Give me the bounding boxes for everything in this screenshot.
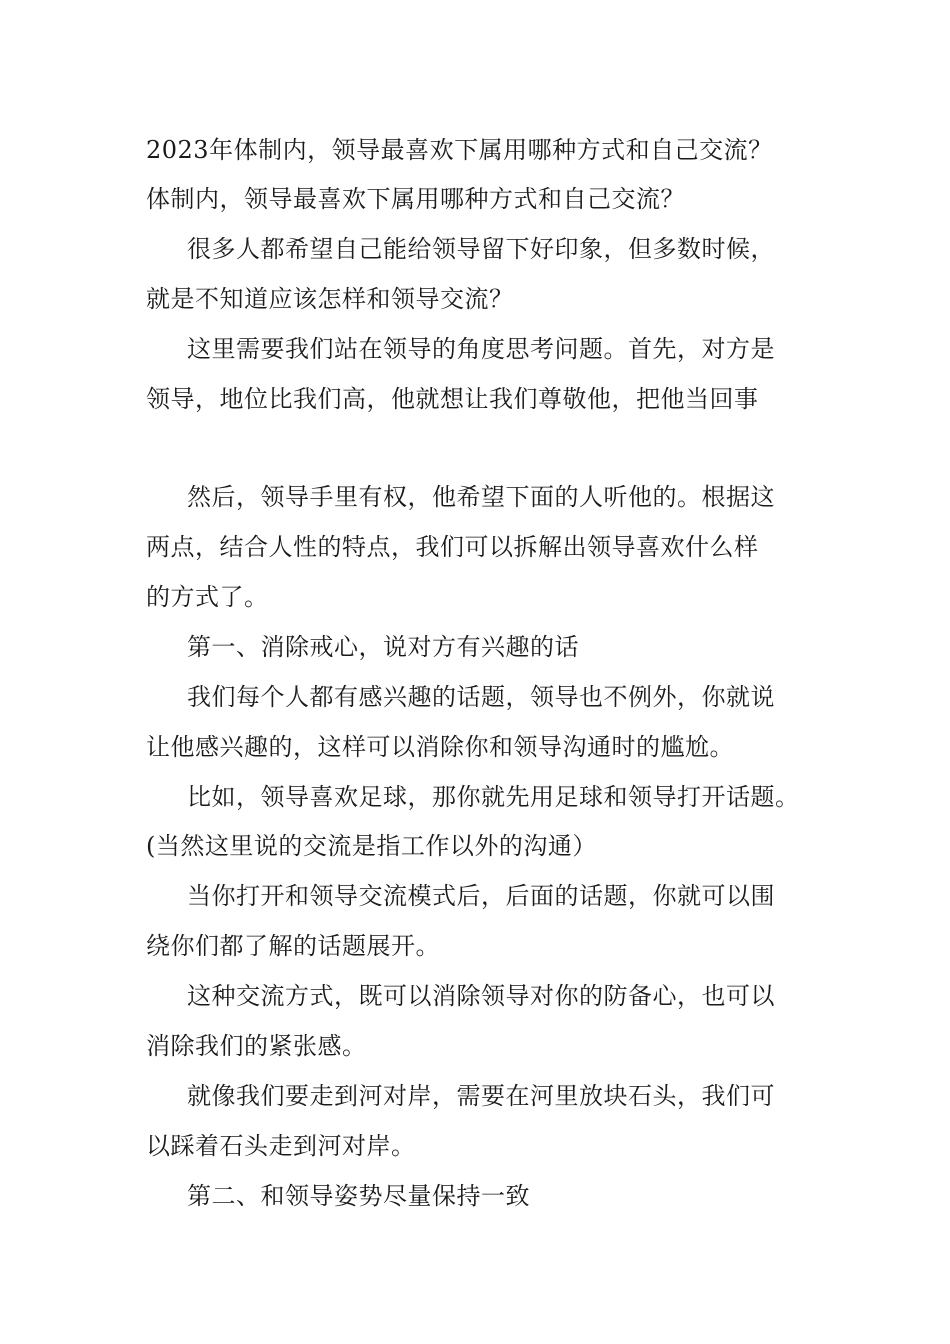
paragraph-line: 让他感兴趣的，这样可以消除你和领导沟通时的尴尬。 bbox=[146, 733, 734, 761]
document-title: 2023年体制内，领导最喜欢下属用哪种方式和自己交流？ bbox=[146, 136, 773, 164]
paragraph-line: 比如，领导喜欢足球，那你就先用足球和领导打开话题。 bbox=[187, 783, 800, 811]
paragraph-line: (当然这里说的交流是指工作以外的沟通） bbox=[146, 832, 597, 860]
paragraph-line: 就像我们要走到河对岸，需要在河里放块石头，我们可 bbox=[187, 1082, 775, 1110]
document-subtitle: 体制内，领导最喜欢下属用哪种方式和自己交流？ bbox=[146, 185, 685, 213]
paragraph-line: 很多人都希望自己能给领导留下好印象，但多数时候， bbox=[187, 235, 775, 263]
paragraph-line: 就是不知道应该怎样和领导交流？ bbox=[146, 285, 514, 313]
paragraph-line: 消除我们的紧张感。 bbox=[146, 1032, 367, 1060]
paragraph-line: 领导，地位比我们高，他就想让我们尊敬他，把他当回事 bbox=[146, 385, 759, 413]
paragraph-line: 以踩着石头走到河对岸。 bbox=[146, 1132, 416, 1160]
paragraph-line: 绕你们都了解的话题展开。 bbox=[146, 932, 440, 960]
paragraph-line: 当你打开和领导交流模式后，后面的话题，你就可以围 bbox=[187, 882, 775, 910]
paragraph-line: 这里需要我们站在领导的角度思考问题。首先，对方是 bbox=[187, 335, 775, 363]
paragraph-line: 然后，领导手里有权，他希望下面的人听他的。根据这 bbox=[187, 483, 775, 511]
paragraph-line: 两点，结合人性的特点，我们可以拆解出领导喜欢什么样 bbox=[146, 533, 759, 561]
paragraph-line: 的方式了。 bbox=[146, 583, 269, 611]
paragraph-line: 我们每个人都有感兴趣的话题，领导也不例外，你就说 bbox=[187, 683, 775, 711]
section-heading: 第二、和领导姿势尽量保持一致 bbox=[187, 1182, 530, 1210]
paragraph-line: 这种交流方式，既可以消除领导对你的防备心，也可以 bbox=[187, 982, 775, 1010]
section-heading: 第一、消除戒心，说对方有兴趣的话 bbox=[187, 633, 579, 661]
